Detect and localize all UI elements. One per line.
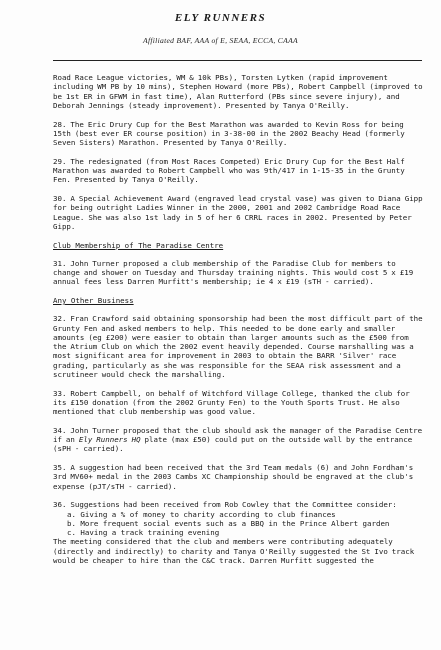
paragraph-36-conclusion: The meeting considered that the club and members were contributing adequately (directly and indirectly) to charity and Tanya O'Reilly suggested the St Ivo track would be cheaper to hire than the C&C track. Darren Murfitt suggested the	[53, 537, 415, 565]
paragraph-32: 32. Fran Crawford said obtaining sponsorship had been the most difficult part of the Grunty Fen and asked members to help. This needed to be done early and smaller amounts (eg £200) were easier to obtain than larger amounts such as the £500 from the Atrium Club on which the 2002 event heavily depended. Course marshalling was a most significant area for improvement in 2003 to obtain the BARR 'Silver' race grading, particularly as she was responsible for the SEAA risk assessment and a scrutineer would check the marshalling.	[53, 314, 423, 379]
paragraph-34-part-a: 34. John Turner proposed that the club should ask the manager of the Paradise Centre if an	[53, 425, 423, 444]
paragraph-intro-continued: Road Race League victories, WM & 10k PBs), Torsten Lytken (rapid improvement including WM PB by 10 mins), Stephen Howard (more PBs), Robert Campbell (improved to be 1st ER in GFWM in fast time), Alan Rutterford (PBs since severe injury), and Deborah Jennings (steady improvement). Presented by Tanya O'Reilly.	[53, 73, 423, 110]
club-title: ELY RUNNERS	[174, 12, 267, 24]
list-item: c. Having a track training evening	[67, 528, 220, 537]
section-heading-any-other-business: Any Other Business	[53, 296, 134, 305]
paragraph-36: 36. Suggestions had been received from Rob Cowley that the Committee consider:	[53, 500, 397, 510]
header-divider	[53, 60, 422, 61]
paragraph-28: 28. The Eric Drury Cup for the Best Marathon was awarded to Kevin Ross for being 15th (best ever ER course position) in 3-38-00 in the 2002 Beachy Head (formerly Seven Sisters) Marathon. Presented by Tanya O'Reilly.	[53, 119, 405, 147]
list-item: b. More frequent social events such as a BBQ in the Prince Albert garden	[67, 518, 390, 528]
paragraph-31: 31. John Turner proposed a club membership of the Paradise Club for members to change and shower on Tuesday and Thursday training nights. This would cost 5 x £19 annual fees less Darren Murfitt's membership; ie 4 x £19 (sTH - carried).	[53, 258, 414, 287]
minutes-body	[53, 73, 425, 575]
paragraph-34-part-b: plate (max £50) could put on the outside wall by the entrance (sPH - carried).	[53, 435, 413, 454]
paragraph-34-emphasis: Ely Runners HQ	[78, 435, 141, 444]
section-heading-club-membership: Club Membership of The Paradise Centre	[53, 240, 224, 250]
paragraph-34	[53, 426, 425, 454]
paragraph-33: 33. Robert Campbell, on behalf of Witchford Village College, thanked the club for its £150 donation (from the 2002 Grunty Fen) to the Youth Sports Trust. He also mentioned that club membership was good value.	[53, 388, 410, 416]
paragraph-30: 30. A Special Achievement Award (engraved lead crystal vase) was given to Diana Gipp for being outright Ladies Winner in the 2000, 2001 and 2002 Cambridge Road Race League. She was also 1st lady in 5 of her 6 CRRL races in 2002. Presented by Peter Gipp.	[53, 194, 423, 231]
paragraph-36-list	[53, 510, 425, 538]
list-item: a. Giving a % of money to charity according to club finances	[67, 509, 336, 519]
paragraph-35: 35. A suggestion had been received that the 3rd Team medals (6) and John Fordham's 3rd MV60+ medal in the 2003 Cambs XC Championship should be engraved at the club's expense (pJT/sTH - carried).	[53, 463, 414, 491]
affiliations-subtitle: Affiliated BAF, AAA of E, SEAA, ECCA, CAAA	[143, 36, 298, 45]
paragraph-29: 29. The redesignated (from Most Races Competed) Eric Drury Cup for the Best Half Marathon was awarded to Robert Campbell who was 9th/417 in 1-15-35 in the Grunty Fen. Presented by Tanya O'Reilly.	[53, 156, 405, 185]
